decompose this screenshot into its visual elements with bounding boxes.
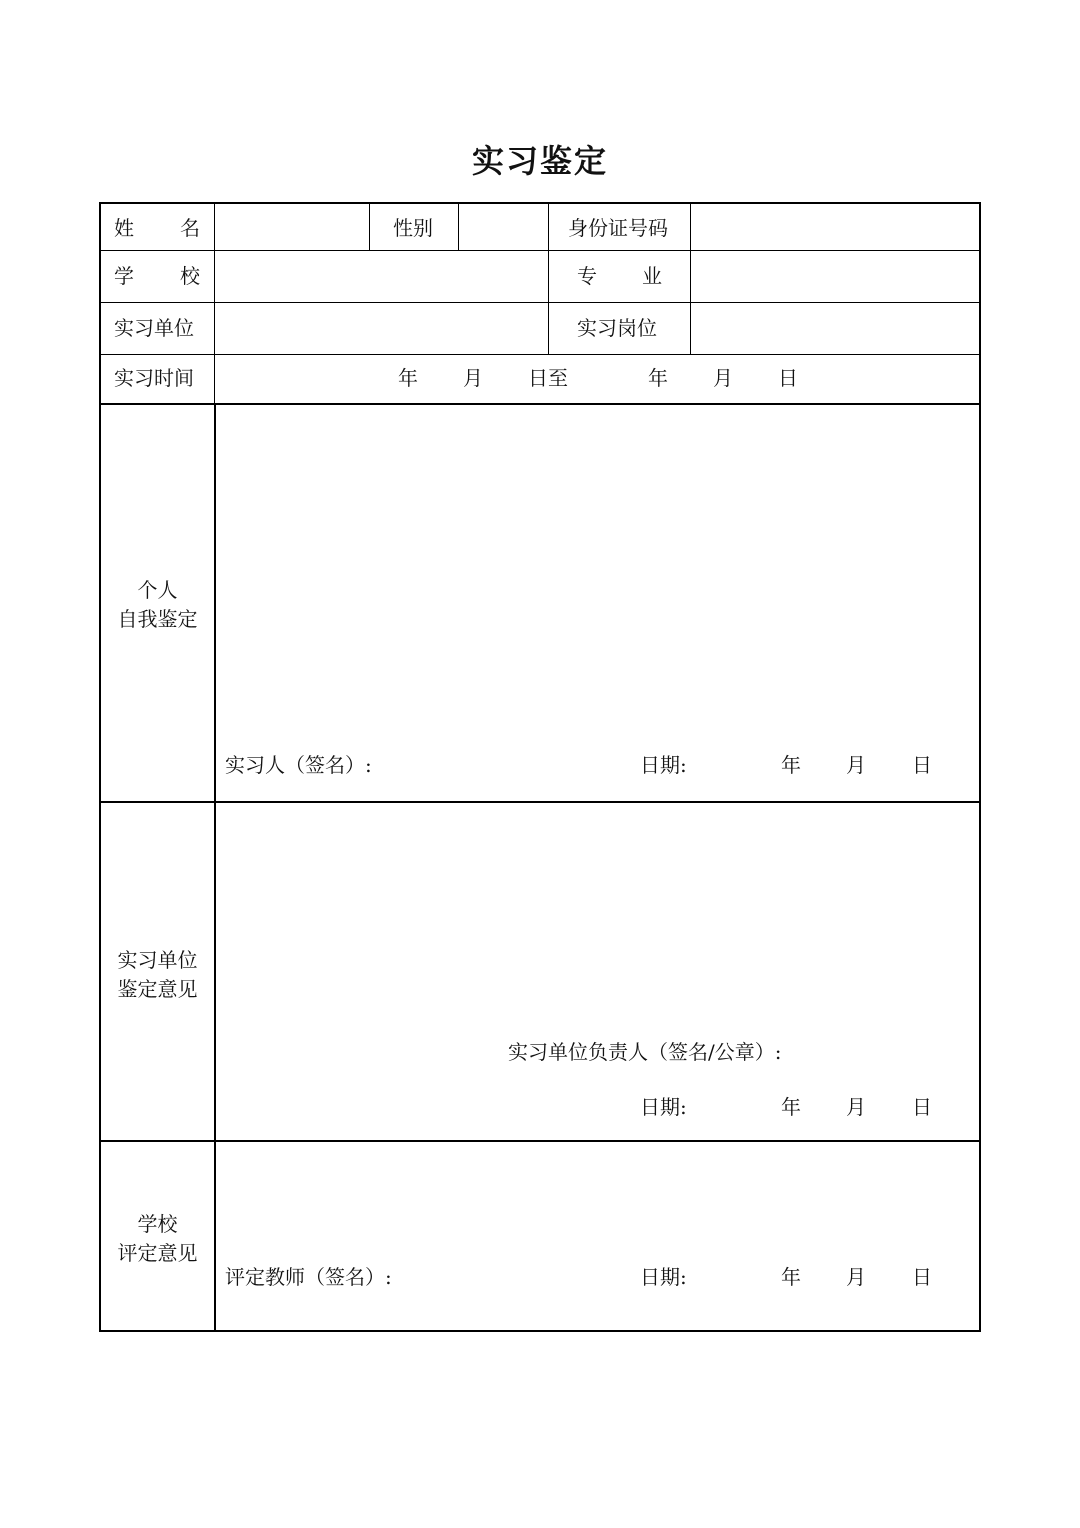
id-number-label: 身份证号码	[568, 216, 668, 240]
name-field[interactable]	[216, 204, 368, 249]
unit-eval-month: 月	[846, 1095, 866, 1119]
unit-eval-label-line1: 实习单位	[117, 948, 198, 972]
school-label-part1: 学	[114, 264, 134, 288]
school-eval-label-line1: 学校	[137, 1212, 178, 1236]
self-eval-date-label: 日期:	[640, 753, 687, 777]
column-divider	[369, 204, 370, 250]
self-eval-label-line1: 个人	[137, 578, 178, 602]
unit-eval-day: 日	[912, 1095, 932, 1119]
school-eval-date-label: 日期:	[640, 1265, 687, 1289]
self-eval-day: 日	[912, 753, 932, 777]
unit-eval-date-label: 日期:	[640, 1095, 687, 1119]
name-label-part1: 姓	[114, 216, 134, 240]
end-month-label: 月	[713, 366, 733, 390]
internship-appraisal-form	[99, 202, 981, 1332]
gender-field[interactable]	[460, 204, 547, 249]
name-label-part2: 名	[180, 216, 200, 240]
major-label-part1: 专	[577, 264, 597, 288]
school-eval-textarea[interactable]	[217, 1142, 979, 1262]
unit-eval-signer: 实习单位负责人（签名/公章）:	[508, 1040, 782, 1064]
major-field[interactable]	[692, 252, 979, 301]
internship-unit-label: 实习单位	[114, 316, 194, 340]
self-eval-textarea[interactable]	[217, 405, 979, 745]
school-eval-month: 月	[846, 1265, 866, 1289]
self-eval-year: 年	[781, 753, 801, 777]
gender-label: 性别	[393, 216, 433, 240]
school-eval-day: 日	[912, 1265, 932, 1289]
school-field[interactable]	[216, 252, 547, 301]
school-eval-label	[101, 1210, 214, 1268]
page-title: 实习鉴定	[471, 142, 608, 180]
end-year-label: 年	[648, 366, 668, 390]
school-eval-label-line2: 评定意见	[117, 1241, 198, 1265]
self-eval-label	[101, 576, 214, 634]
start-day-to-label: 日至	[528, 366, 568, 390]
column-divider	[690, 204, 691, 354]
row-divider	[101, 302, 979, 303]
internship-post-label: 实习岗位	[577, 316, 657, 340]
school-label-part2: 校	[180, 264, 200, 288]
row-divider	[101, 354, 979, 355]
unit-eval-label-line2: 鉴定意见	[117, 977, 198, 1001]
column-divider	[458, 204, 459, 250]
school-eval-signer: 评定教师（签名）:	[225, 1265, 392, 1289]
id-number-field[interactable]	[692, 204, 979, 249]
internship-post-field[interactable]	[692, 304, 979, 353]
self-eval-month: 月	[846, 753, 866, 777]
start-year-label: 年	[398, 366, 418, 390]
column-divider	[548, 204, 549, 354]
column-divider	[214, 404, 216, 1330]
unit-eval-textarea[interactable]	[217, 803, 979, 1031]
row-divider	[101, 250, 979, 251]
internship-time-label: 实习时间	[114, 366, 194, 390]
internship-unit-field[interactable]	[216, 304, 547, 353]
start-month-label: 月	[463, 366, 483, 390]
school-eval-year: 年	[781, 1265, 801, 1289]
unit-eval-label	[101, 946, 214, 1004]
unit-eval-year: 年	[781, 1095, 801, 1119]
column-divider	[214, 204, 215, 404]
end-day-label: 日	[778, 366, 798, 390]
self-eval-signer: 实习人（签名）:	[225, 753, 372, 777]
self-eval-label-line2: 自我鉴定	[117, 607, 198, 631]
major-label-part2: 业	[642, 264, 662, 288]
